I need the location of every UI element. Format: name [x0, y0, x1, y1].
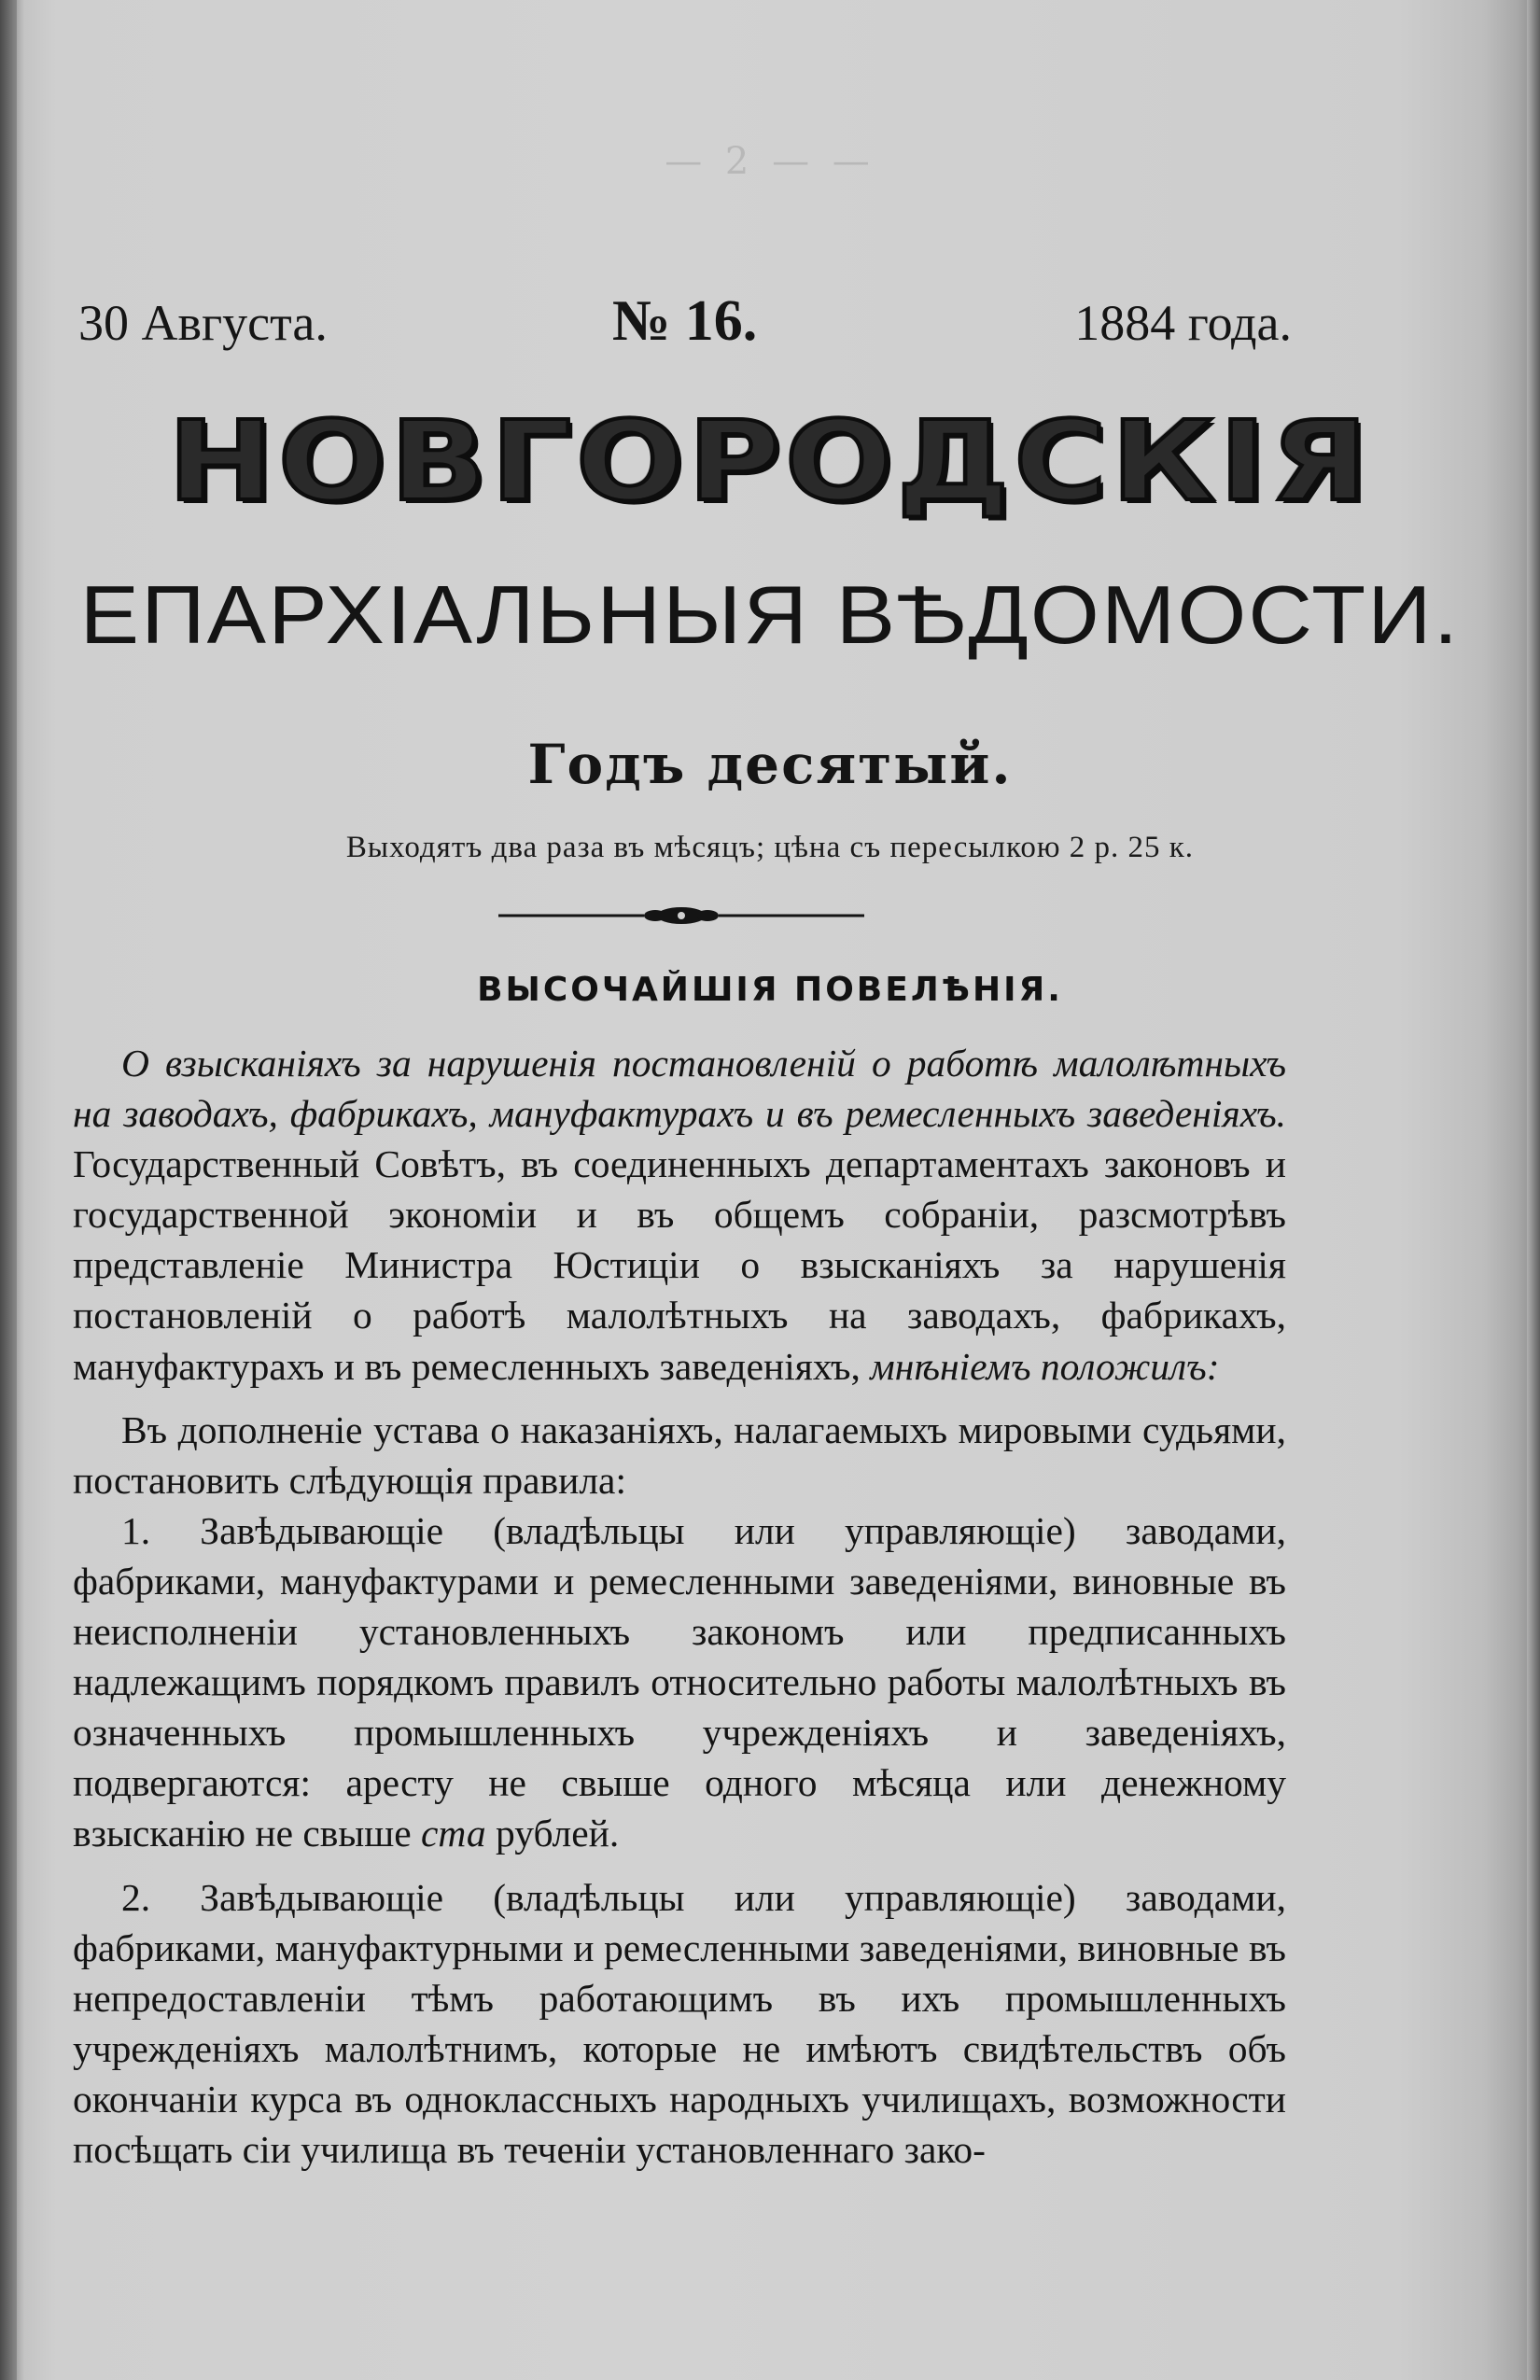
masthead-subtitle: ЕПАРХІАЛЬНЫЯ ВѢДОМОСТИ. [79, 568, 1461, 661]
book-spine-shadow [0, 0, 17, 2380]
rule-1-paragraph [73, 1505, 1286, 1859]
article-body [73, 1038, 1286, 2175]
article-intro-paragraph [73, 1038, 1286, 1392]
issue-number: № 16. [612, 289, 758, 353]
opinion-phrase: мнѣніемъ положилъ: [870, 1344, 1220, 1388]
issue-header [78, 289, 1292, 359]
supplement-paragraph: Въ дополненіе устава о наказаніяхъ, налагаемыхъ мировыми судьями, постановить слѣдующія правила: [73, 1407, 1286, 1502]
issue-date: 30 Августа. [78, 295, 328, 351]
rule-1-amount: ста [421, 1812, 486, 1855]
issue-year: 1884 года. [1074, 295, 1292, 351]
rule-1-text: 1. Завѣдывающіе (владѣльцы или управляющіе) заводами, фабриками, мануфактурами и ремесленными заведеніями, виновные въ неисполненіи установленныхъ закономъ или предписанныхъ надлежащимъ порядкомъ правилъ относительно работы малолѣтныхъ въ означенныхъ промышленныхъ учрежденіяхъ и заведеніяхъ, подвергаются: аресту не свыше одного мѣсяца или денежному взысканію не свыше [73, 1508, 1286, 1855]
section-title: ВЫСОЧАЙШІЯ ПОВЕЛѢНІЯ. [477, 971, 1063, 1009]
article-heading: О взысканіяхъ за нарушенія постановленій о работѣ малолѣтныхъ на заводахъ, фабрикахъ, мануфактурахъ и въ ремесленныхъ заведеніяхъ. [73, 1042, 1286, 1136]
article-intro: Государственный Совѣтъ, въ соединенныхъ департаментахъ законовъ и государственной экономіи и въ общемъ собраніи, разсмотрѣвъ представленіе Министра Юстиціи о взысканіяхъ за нарушенія постановленій о работѣ малолѣтныхъ на заводахъ, фабрикахъ, мануфактурахъ и въ ремесленныхъ заведеніяхъ, [73, 1142, 1286, 1388]
page-number: — 2 — — [665, 140, 875, 183]
masthead-title: НОВГОРОДСКІЯ [167, 397, 1373, 525]
publication-year-label: Годъ десятый. [527, 733, 1013, 796]
ornament-divider-icon [495, 902, 868, 930]
page-edge-shadow [1527, 0, 1540, 2380]
rule-1-end: рублей. [485, 1812, 620, 1855]
subscription-info: Выходятъ два раза въ мѣсяцъ; цѣна съ пересылкою 2 р. 25 к. [345, 831, 1195, 864]
rule-2-paragraph: 2. Завѣдывающіе (владѣльцы или управляющіе) заводами, фабриками, мануфактурными и ремесленными заведеніями, виновные въ непредоставленіи тѣмъ работающимъ въ ихъ промышленныхъ учрежденіяхъ малолѣтнимъ, которые не имѣютъ свидѣтельствъ объ окончаніи курса въ одноклассныхъ народныхъ училищахъ, возможности посѣщать сіи училища въ теченіи установленнаго зако- [73, 1875, 1286, 2171]
